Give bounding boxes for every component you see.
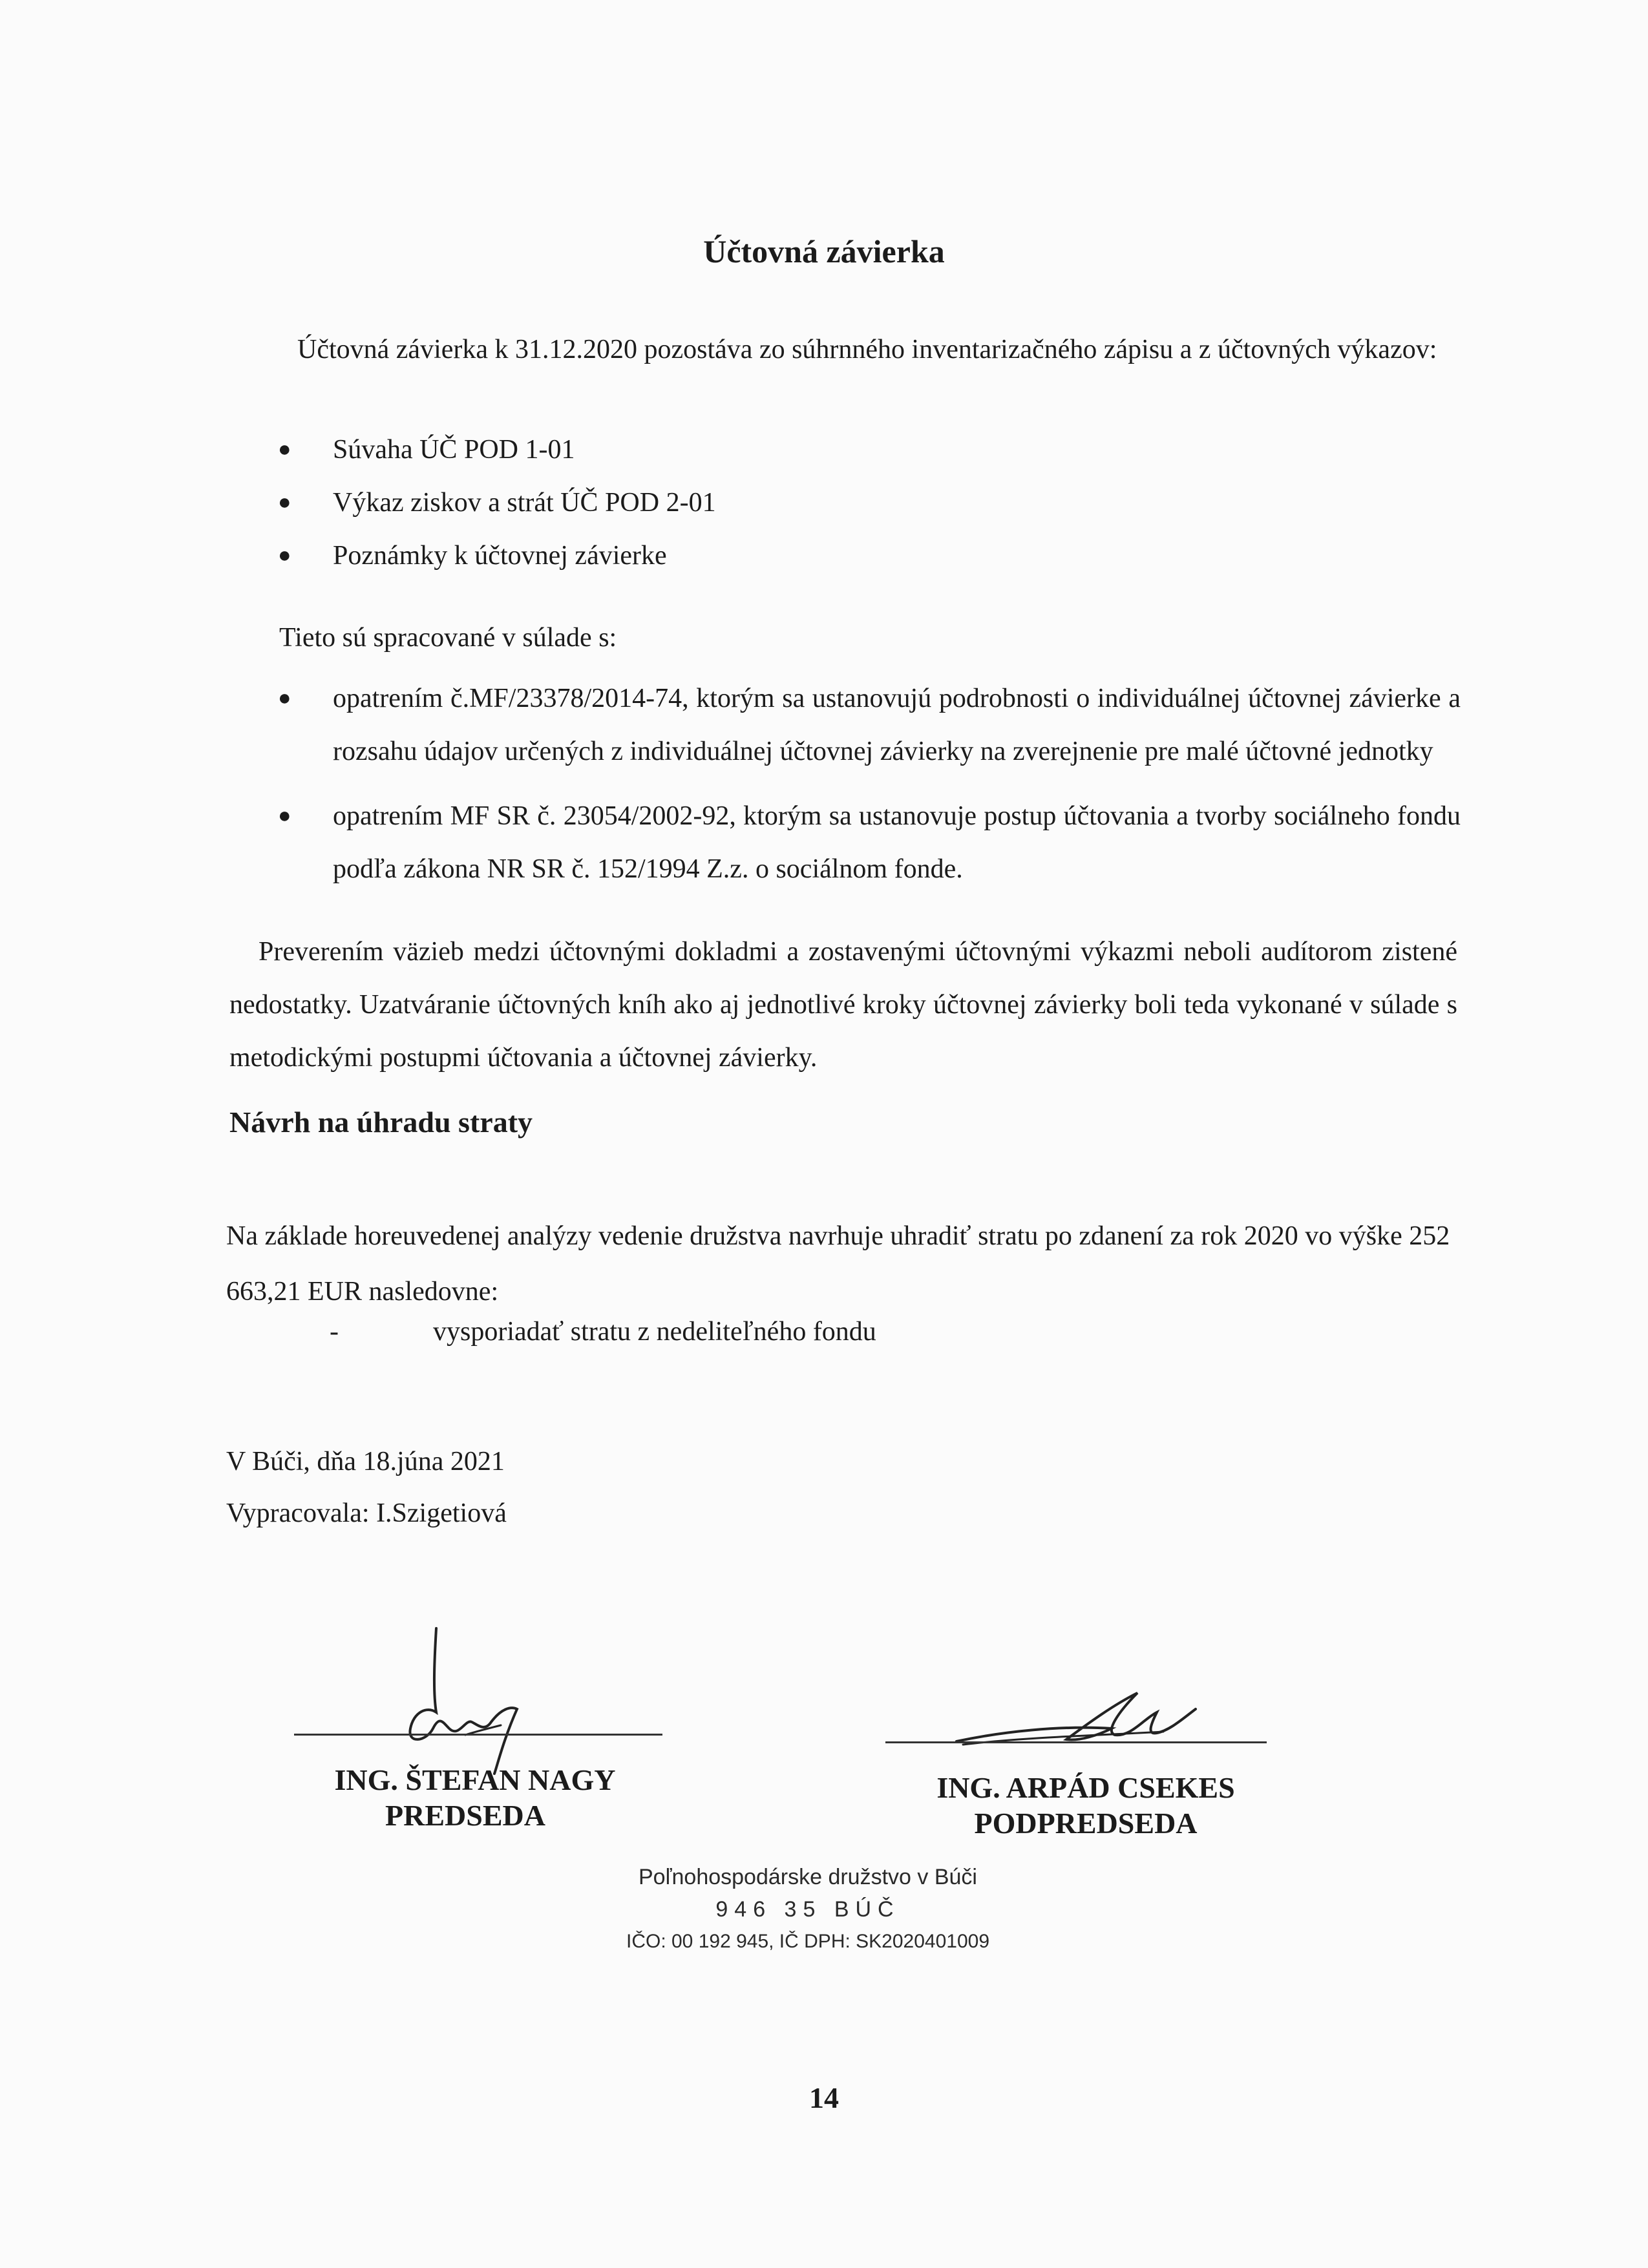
stamp-company-name: Poľnohospodárske družstvo v Búči [639,1865,977,1889]
signatory-role-right: PODPREDSEDA [974,1807,1198,1840]
signature-line-right [885,1741,1267,1743]
intro-paragraph: Účtovná závierka k 31.12.2020 pozostáva zo súhrnného inventarizačného zápisu a z účtovných výkazov: [297,335,1437,364]
signature-line-left [294,1734,662,1736]
signature-nagy [362,1609,556,1777]
signatory-role-left: PREDSEDA [385,1799,545,1832]
signatory-name-left: ING. ŠTEFAN NAGY [334,1763,616,1796]
page-number: 14 [809,2081,839,2114]
loss-paragraph: Na základe horeuvedenej analýzy vedenie družstva navrhuje uhradiť stratu po zdanení za rok 2020 vo výške 252 663,21 EUR nasledovne: [226,1221,1450,1307]
bullet-icon: ● [278,686,291,710]
bullet-icon: ● [278,804,291,828]
bullet-icon: ● [278,490,291,514]
company-stamp [549,1861,1066,1958]
loss-item: vysporiadať stratu z nedeliteľného fondu [433,1317,876,1347]
document-title: Účtovná závierka [703,233,945,269]
list-item: ● Poznámky k účtovnej závierke [278,529,1441,582]
loss-heading: Návrh na úhradu straty [229,1106,533,1139]
list-item: ● Súvaha ÚČ POD 1-01 [278,423,1441,476]
stamp-postal-code: 946 35 BÚČ [715,1897,900,1922]
stamp-tax-ids: IČO: 00 192 945, IČ DPH: SK2020401009 [626,1931,990,1952]
statements-list [278,423,1441,582]
signature-csekes [950,1680,1221,1751]
audit-paragraph: Preverením väzieb medzi účtovnými dokladmi a zostavenými účtovnými výkazmi neboli audítorom zistené nedostatky. Uzatváranie účtovných kníh ako aj jednotlivé kroky účtovnej závierky boli teda vykonané v súlade s metodickými postupmi účtovania a účtovnej závierky. [229,937,1457,1073]
list-item: ● opatrením č.MF/23378/2014-74, ktorým sa ustanovujú podrobnosti o individuálnej účtovnej závierke a rozsahu údajov určených z individuálnej účtovnej závierky na zverejnenie pre malé účtovné jednotky [278,672,1461,778]
regulations-list [278,672,1461,896]
place-date: V Búči, dňa 18.júna 2021 [226,1447,505,1476]
bullet-icon: ● [278,437,291,461]
signatory-name-right: ING. ARPÁD CSEKES [936,1771,1235,1804]
dash-marker: - [330,1317,339,1347]
prepared-by: Vypracovala: I.Szigetiová [226,1498,507,1528]
bullet-icon: ● [278,543,291,567]
compliance-intro: Tieto sú spracované v súlade s: [279,623,617,653]
list-item: ● opatrením MF SR č. 23054/2002-92, ktorým sa ustanovuje postup účtovania a tvorby sociálneho fondu podľa zákona NR SR č. 152/1994 Z.z. o sociálnom fonde. [278,790,1461,896]
list-item: ● Výkaz ziskov a strát ÚČ POD 2-01 [278,476,1441,529]
